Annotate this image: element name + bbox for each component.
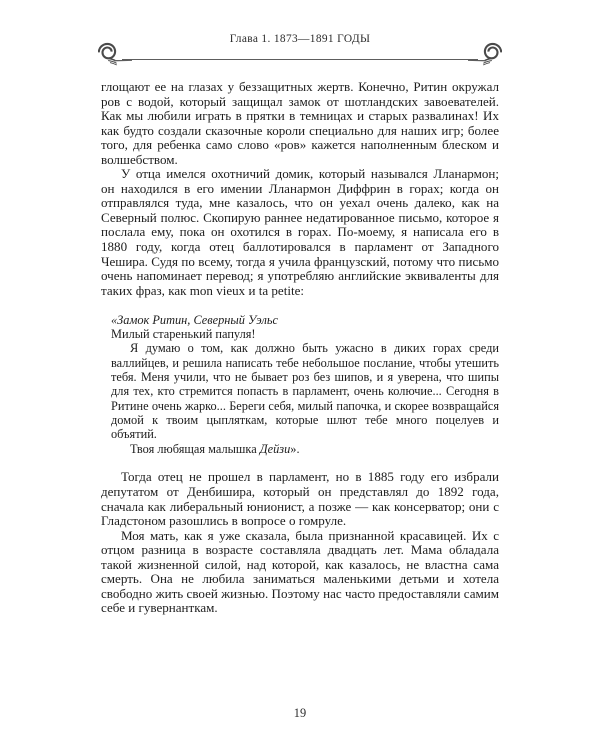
paragraph-mother: Моя мать, как я уже сказала, была признанной красавицей. Их с отцом разница в возрасте составляла двадцать лет. Мама обладала такой жизненной силой, над которой, как казалось, не властна сама смерть. Она не любила заниматься маленькими детьми и хотела свободно жить своей жизнью. Поэтому нас часто предоставляли самим себе и гувернанткам. (101, 527, 499, 616)
paragraph-parliament: Тогда отец не прошел в парламент, но в 1885 году его избрали депутатом от Денбишира, который он представлял до 1892 года, сначала как либеральный юнионист, а позже — как консерватор; они с Гладстоном разошлись в вопросе о гомруле. (101, 469, 499, 529)
letter-signoff-after: ». (290, 441, 300, 456)
page-number: 19 (293, 706, 307, 720)
letter-salutation: Милый старенький папуля! (111, 326, 256, 341)
running-head-title: Глава 1. 1873—1891 ГОДЫ (229, 33, 371, 45)
paragraph-text-after: : (300, 282, 305, 298)
letter-body: Я думаю о том, как должно быть ужасно в диких горах среди валлийцев, и решила написать тебе небольшое послание, чтобы утешить тебя. Меня учили, что не бывает роз без шипов, и я уверена, что шипы для тех, кто стремится попасть в парламент, очень колючие... Сегодня в Ритине очень жарко... Береги себя, милый папочка, и скорее возвращайся домой к твоим цыпляткам, которые шлют тебе много поцелуев и объятий. (111, 341, 499, 442)
quoted-letter (101, 313, 499, 456)
paragraph-continuation: глощают ее на глазах у беззащитных жертв. Конечно, Ритин окружал ров с водой, который защищал замок от шотландских завоевателей. Как мы любили играть в прятки в темницах и старых развалинах! Их как будто создали сказочные короли специально для наших игр; более того, для ребенка само слово «ров» кажется наполненным блеском и волшебством. (101, 79, 499, 167)
spiral-flourish-icon-right (468, 42, 502, 68)
paragraph-text-before-italic: У отца имелся охотничий домик, который назывался Лланармон; он находился в его имении Лланармон Диффрин в горах; когда он отправлялся туда, мне казалось, что он уехал очень далеко, как на Северный полюс. Скопирую раннее недатированное письмо, которое я послала ему, пока он охотился в горах. По-моему, я написала его в 1880 году, когда отец баллотировался в парламент от Западного Чешира. Судя по всему, тогда я учила французский, потому что письмо очень напоминает перевод; я употребляю английские эквиваленты для таких фраз, как (101, 166, 499, 298)
letter-signoff-before: Твоя любящая малышка (130, 441, 260, 456)
letter-heading: «Замок Ритин, Северный Уэльс (111, 312, 278, 327)
paragraph-hunting-lodge (101, 167, 499, 298)
letter-signoff (111, 442, 499, 456)
text-block (101, 80, 499, 616)
french-phrase-ta-petite: ta petite (258, 282, 301, 298)
spiral-flourish-icon-left (98, 42, 132, 68)
letter-signature-name: Дейзи (259, 441, 291, 456)
running-head (100, 33, 500, 69)
running-head-rule (122, 59, 478, 60)
french-phrase-mon-vieux: mon vieux (189, 282, 246, 298)
paragraph-text-middle: и (245, 282, 259, 298)
